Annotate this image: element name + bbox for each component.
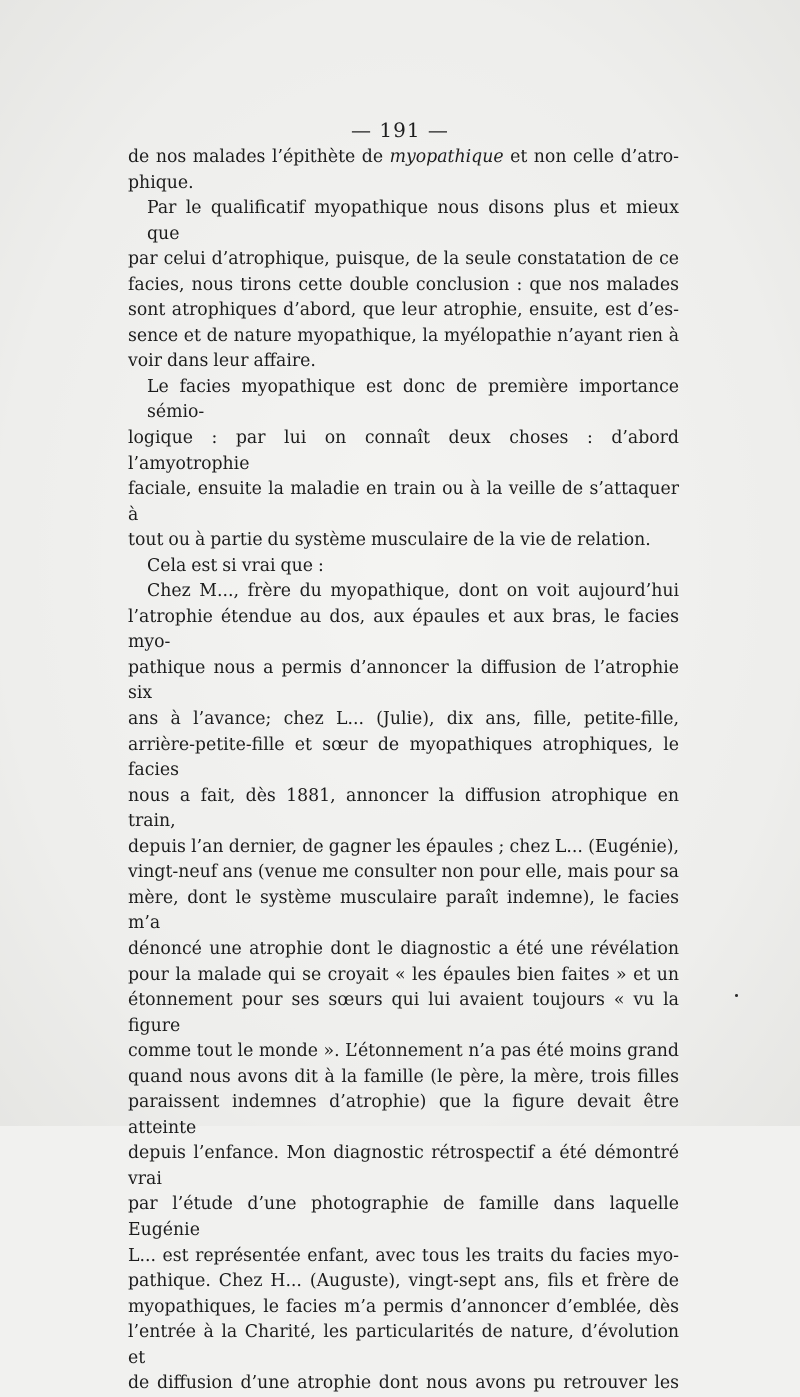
text-line: voir dans leur affaire. [128,351,316,372]
text-line: pour la malade qui se croyait « les épaules bien faites » et un [128,964,679,985]
text-line: tout ou à partie du système musculaire de la vie de relation. [128,530,651,551]
text-line: vingt-neuf ans (venue me consulter non pour elle, mais pour sa [128,862,679,883]
text-line: dénoncé une atrophie dont le diagnostic a été une révélation [128,938,679,959]
text-line: comme tout le monde ». L’étonnement n’a pas été moins grand [128,1041,679,1062]
text-line: logique : par lui on connaît deux choses : d’abord l’amyotrophie [128,428,679,474]
body-text [128,145,679,1397]
text-line: myopathiques, le facies m’a permis d’annoncer d’emblée, dès [128,1296,679,1317]
text-line: par celui d’atrophique, puisque, de la seule constatation de ce [128,249,679,270]
text-line: sence et de nature myopathique, la myélopathie n’ayant rien à [128,325,679,346]
text-line [128,145,679,171]
text-line: pathique. Chez H... (Auguste), vingt-sept ans, fils et frère de [128,1271,679,1292]
text-line: Le facies myopathique est donc de première importance sémio- [147,376,679,423]
text-segment: et non celle d’atro- [503,147,679,167]
text-line: l’atrophie étendue au dos, aux épaules et aux bras, le facies myo- [128,606,679,653]
text-line: depuis l’an dernier, de gagner les épaules ; chez L... (Eugénie), [128,836,679,857]
text-line: quand nous avons dit à la famille (le père, la mère, trois filles [128,1066,679,1087]
text-line: phique. [128,172,194,193]
ink-speck [735,994,738,997]
text-line: nous a fait, dès 1881, annoncer la diffusion atrophique en train, [128,785,679,832]
text-line: mère, dont le système musculaire paraît indemne), le facies m’a [128,887,679,934]
text-line: depuis l’enfance. Mon diagnostic rétrospectif a été démontré vrai [128,1143,679,1189]
text-line: L... est représentée enfant, avec tous les traits du facies myo- [128,1245,679,1266]
text-line: arrière-petite-fille et sœur de myopathiques atrophiques, le facies [128,734,679,781]
text-line: pathique nous a permis d’annoncer la diffusion de l’atrophie six [128,657,679,704]
text-line: ans à l’avance; chez L... (Julie), dix ans, fille, petite-fille, [128,709,679,730]
text-segment: de nos malades l’épithète de [128,147,390,167]
italic-term: myopathique [389,147,504,167]
page-number: — 191 — [351,118,449,142]
text-line: sont atrophiques d’abord, que leur atrophie, ensuite, est d’es- [128,300,679,321]
text-line: de diffusion d’une atrophie dont nous avons pu retrouver les [128,1373,679,1394]
text-line: l’entrée à la Charité, les particularités de nature, d’évolution et [128,1322,679,1368]
text-line: Par le qualificatif myopathique nous disons plus et mieux que [147,198,679,244]
text-line: Cela est si vrai que : [147,555,324,576]
text-line: facies, nous tirons cette double conclusion : que nos malades [128,274,679,295]
text-line: étonnement pour ses sœurs qui lui avaient toujours « vu la figure [128,990,679,1036]
text-line: faciale, ensuite la maladie en train ou à la veille de s’attaquer à [128,479,679,525]
text-line: par l’étude d’une photographie de famille dans laquelle Eugénie [128,1194,679,1240]
text-line: paraissent indemnes d’atrophie) que la figure devait être atteinte [128,1092,679,1138]
text-line: Chez M..., frère du myopathique, dont on voit aujourd’hui [147,581,679,602]
